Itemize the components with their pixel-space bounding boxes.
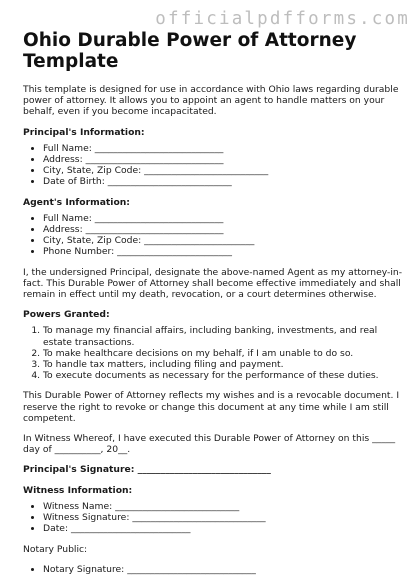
power-item-tax: 3. To handle tax matters, including filing and payment. xyxy=(43,359,403,370)
page-title xyxy=(23,30,403,72)
title-line-1: Ohio Durable Power of Attorney xyxy=(23,30,357,51)
watermark: officialpdfforms.com xyxy=(155,9,410,29)
principal-city-state-zip-field: • City, State, Zip Code: ___________________________ xyxy=(43,165,403,176)
notary-field-list xyxy=(23,564,403,575)
principal-date-of-birth-field: • Date of Birth: ___________________________ xyxy=(43,176,403,187)
witness-name-field: • Witness Name: ___________________________ xyxy=(43,501,403,512)
principal-signature-blank: _____________________________ xyxy=(137,464,271,476)
agent-address-field: • Address: ______________________________ xyxy=(43,224,403,235)
intro-paragraph: This template is designed for use in accordance with Ohio laws regarding durable power of attorney. It allows you to appoint an agent to handle matters on your behalf, even if you become incapacitated. xyxy=(23,84,399,118)
notary-label: Notary Public: xyxy=(23,543,88,555)
principal-heading: Principal's Information: xyxy=(23,126,145,138)
witness-heading: Witness Information: xyxy=(23,484,133,496)
witness-date-field: • Date: __________________________ xyxy=(43,523,403,534)
reflection-paragraph: This Durable Power of Attorney reflects my wishes and is a revocable document. I reserve the right to revoke or change this document at any time while I am still competent. xyxy=(23,390,400,424)
agent-field-list xyxy=(23,213,403,258)
title-line-2: Template xyxy=(23,51,119,72)
document xyxy=(23,30,403,584)
principal-signature-line xyxy=(23,464,403,475)
principal-address-field: • Address: ______________________________ xyxy=(43,154,403,165)
principal-signature-label: Principal's Signature: xyxy=(23,464,135,476)
notary-signature-field: • Notary Signature: ____________________________ xyxy=(43,564,403,575)
agent-full-name-field: • Full Name: ____________________________ xyxy=(43,213,403,224)
agent-heading: Agent's Information: xyxy=(23,196,130,208)
witness-whereof-paragraph: In Witness Whereof, I have executed this Durable Power of Attorney on this _____ day of __________, 20__. xyxy=(23,433,396,456)
witness-signature-field: • Witness Signature: _____________________________ xyxy=(43,512,403,523)
power-item-documents: 4. To execute documents as necessary for the performance of these duties. xyxy=(43,370,403,381)
agent-city-state-zip-field: • City, State, Zip Code: ________________________ xyxy=(43,235,403,246)
principal-field-list xyxy=(23,143,403,188)
powers-heading: Powers Granted: xyxy=(23,309,110,321)
witness-field-list xyxy=(23,501,403,535)
power-item-healthcare: 2. To make healthcare decisions on my behalf, if I am unable to do so. xyxy=(43,348,403,359)
powers-list xyxy=(23,325,403,381)
designation-paragraph: I, the undersigned Principal, designate the above-named Agent as my attorney-in-fact. This Durable Power of Attorney shall become effective immediately and shall remain in effect until my death, revocation, or a court determines otherwise. xyxy=(23,266,403,301)
power-item-financial: 1. To manage my financial affairs, including banking, investments, and real estate transactions. xyxy=(43,325,403,347)
agent-phone-number-field: • Phone Number: _________________________ xyxy=(43,246,403,257)
principal-full-name-field: • Full Name: ____________________________ xyxy=(43,143,403,154)
